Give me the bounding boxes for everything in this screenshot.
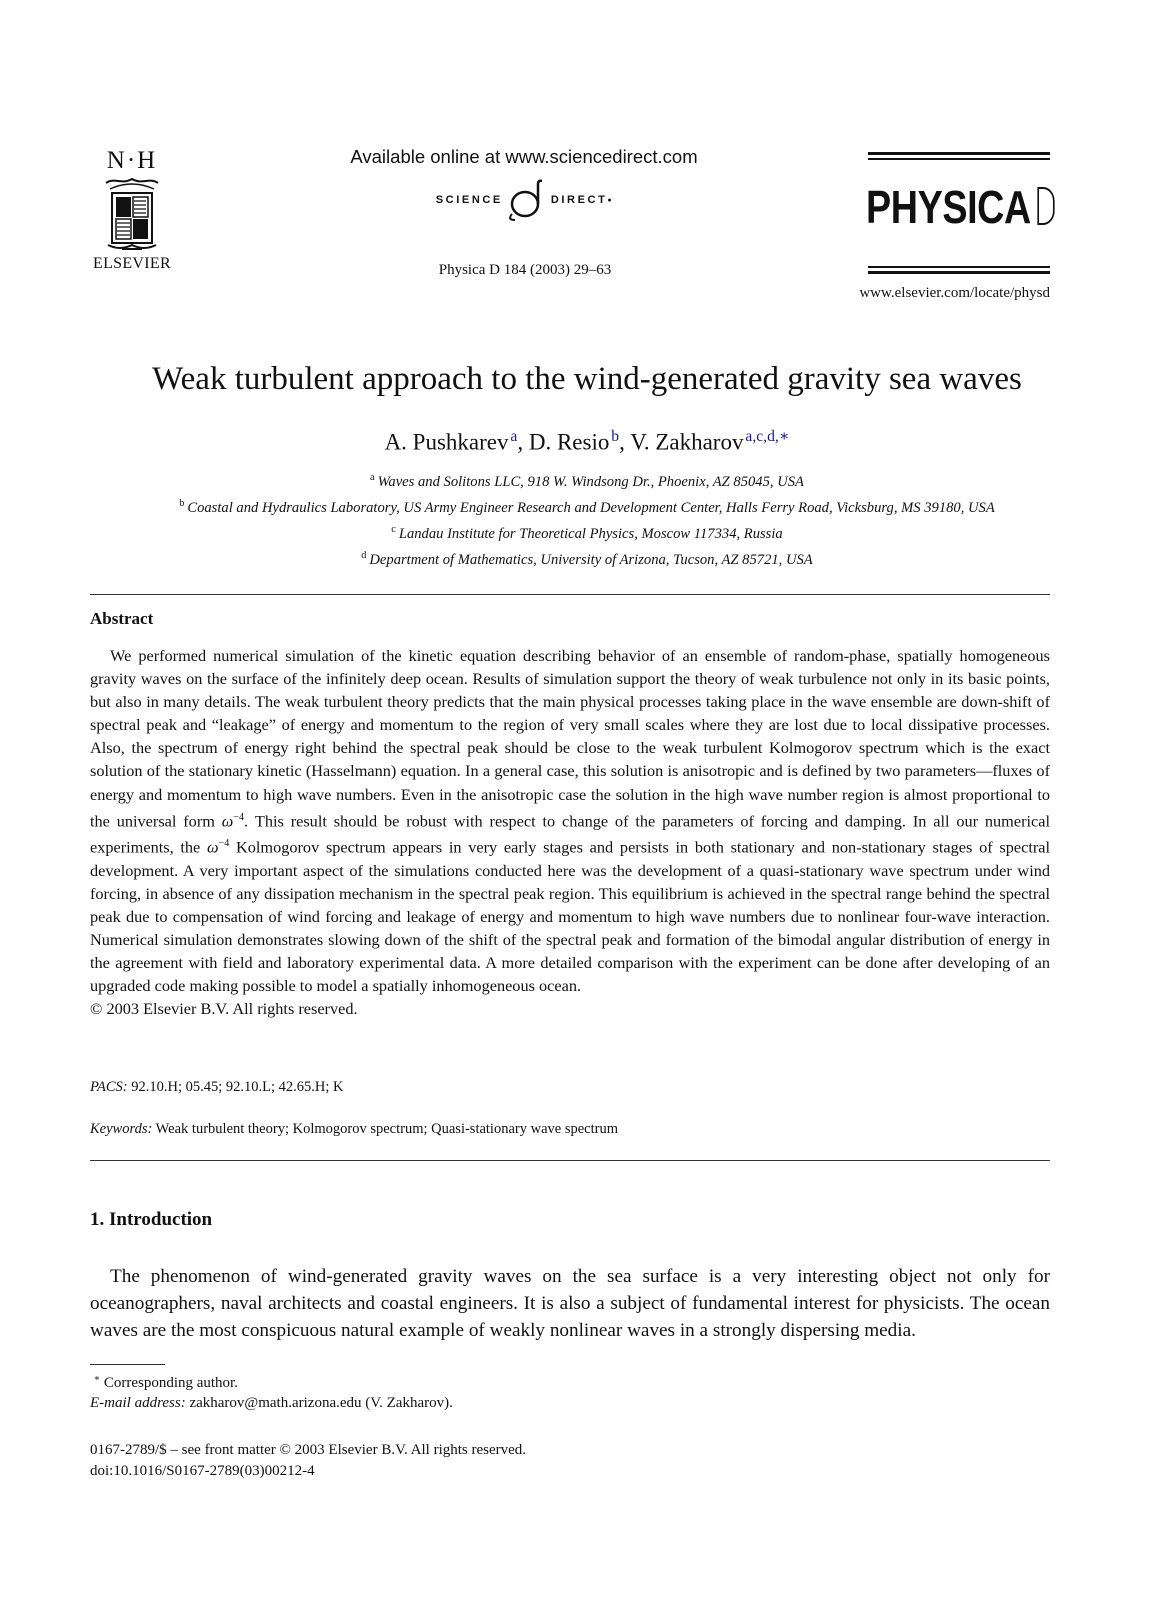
abstract-heading: Abstract (90, 609, 154, 628)
journal-logo-bottom-rule (868, 266, 1050, 274)
author-name: V. Zakharov (630, 429, 744, 455)
publisher-logo (78, 148, 186, 273)
section-heading: 1. Introduction (90, 1209, 213, 1230)
journal-logo (866, 181, 1031, 233)
abstract-paragraph: We performed numerical simulation of the kinetic equation describing behavior of an ensemble of random-phase, spatially homogeneous gravity waves on the surface of the infinitely deep ocean. Results of simulation support the theory of weak turbulence not only in its basic points, but also in many details. The weak turbulent theory predicts that the main physical processes taking place in the wave ensemble are down-shift of spectral peak and “leakage” of energy and momentum to the region of very small scales where they are lost due to local dissipative processes. Also, the spectrum of energy right behind the spectral peak should be close to the weak turbulent Kolmogorov spectrum which is the exact solution of the stationary kinetic (Hasselmann) equation. In a general case, this solution is anisotropic and is defined by two parameters—fluxes of energy and momentum to high wave numbers. Even in the anisotropic case the solution in the high wave number region is almost proportional to the universal form $\omega^{-4}$. This result should be robust with respect to change of the parameters of forcing and damping. In all our numerical experiments, the $\omega^{-4}$ Kolmogorov spectrum appears in very early stages and persists in both stationary and non-stationary stages of spectral development. A very important aspect of the simulations conducted here was the development of a quasi-stationary wave spectrum under wind forcing, in absence of any dissipation mechanism in the spectral peak region. This equilibrium is achieved in the spectral range behind the spectral peak due to compensation of wind forcing and leakage of energy and momentum to high wave numbers due to nonlinear four-wave interaction. Numerical simulation demonstrates slowing down of the shift of the spectral peak and formation of the bimodal angular distribution of energy in the agreement with field and laboratory experimental data. A more detailed comparison with the experiment can be done after developing of an upgraded code making possible to model a spatially inhomogeneous ocean. (90, 646, 1051, 996)
affiliation-item: $^a$ Waves and Solitons LLC, 918 W. Windsong Dr., Phoenix, AZ 85045, USA (370, 472, 804, 490)
sciencedirect-d-icon (507, 178, 547, 222)
sciencedirect-logo (400, 178, 650, 222)
email-link[interactable]: zakharov@math.arizona.edu (V. Zakharov). (185, 1395, 453, 1411)
keywords-label: Keywords: (90, 1121, 153, 1137)
journal-url-link[interactable]: www.elsevier.com/locate/physd (859, 285, 1050, 301)
author-list: A. Pushkarev $^a$, D. Resio $^b$, V. Zakharov $^{a,c,d,∗}$ (384, 428, 790, 455)
article-title: Weak turbulent approach to the wind-generated gravity sea waves (152, 361, 1022, 397)
front-matter-note: 0167-2789/$ – see front matter © 2003 Elsevier B.V. All rights reserved. (90, 1442, 527, 1458)
abstract-copyright: © 2003 Elsevier B.V. All rights reserved. (90, 999, 358, 1019)
publisher-logo-text: N·H (106, 147, 158, 174)
email-label: E-mail address: (90, 1395, 186, 1411)
publisher-name: ELSEVIER (93, 255, 171, 272)
intro-paragraph: The phenomenon of wind-generated gravity waves on the sea surface is a very interesting object not only for oceanographers, naval architects and coastal engineers. It is also a subject of fundamental interest for physicists. The ocean waves are the most conspicuous natural example of weakly nonlinear waves in a strongly dispersing media. (90, 1266, 1050, 1341)
journal-logo-top-rule (868, 152, 1050, 160)
author-name: A. Pushkarev (384, 429, 509, 455)
journal-logo-d-icon (1037, 187, 1054, 225)
footnote-divider (90, 1364, 165, 1365)
pacs-label: PACS: (90, 1079, 128, 1095)
affiliation-list (40, 467, 1134, 572)
affiliation-item: $^c$ Landau Institute for Theoretical Physics, Moscow 117334, Russia (391, 524, 783, 543)
registered-mark-icon: ● (607, 196, 615, 204)
keywords (90, 1121, 618, 1138)
sciencedirect-logo-left: SCIENCE (435, 194, 503, 206)
available-online-text: Available online at www.sciencedirect.com (350, 146, 698, 167)
author-affiliation-mark[interactable]: a (510, 428, 518, 445)
elsevier-tree-emblem-icon (100, 175, 164, 253)
journal-logo-name: PHYSICA (866, 181, 1031, 233)
affiliation-item: $^d$ Department of Mathematics, University of Arizona, Tucson, AZ 85721, USA (361, 550, 813, 569)
abstract-top-divider (90, 594, 1050, 595)
author-name: D. Resio (528, 429, 610, 455)
abstract-bottom-divider (90, 1160, 1050, 1161)
affiliation-item: $^b$ Coastal and Hydraulics Laboratory, US Army Engineer Research and Development Center, Halls Ferry Road, Vicksburg, MS 39180, USA (179, 498, 995, 517)
footnote-star-mark: ∗ (93, 1374, 101, 1384)
abstract-body (90, 644, 1050, 1020)
pacs-codes (90, 1079, 344, 1096)
doi-link[interactable]: doi:10.1016/S0167-2789(03)00212-4 (90, 1463, 315, 1479)
corresponding-author-note: ∗ Corresponding author. (93, 1374, 238, 1391)
author-affiliation-mark[interactable]: a,c,d,∗ (745, 428, 790, 445)
email-note (90, 1395, 453, 1412)
journal-citation: Physica D 184 (2003) 29–63 (438, 262, 612, 278)
author-affiliation-mark[interactable]: b (611, 428, 620, 445)
pacs-value: 92.10.H; 05.45; 92.10.L; 42.65.H; K (127, 1079, 344, 1095)
keywords-value: Weak turbulent theory; Kolmogorov spectrum; Quasi-stationary wave spectrum (152, 1121, 618, 1137)
sciencedirect-logo-right: DIRECT (550, 194, 608, 206)
